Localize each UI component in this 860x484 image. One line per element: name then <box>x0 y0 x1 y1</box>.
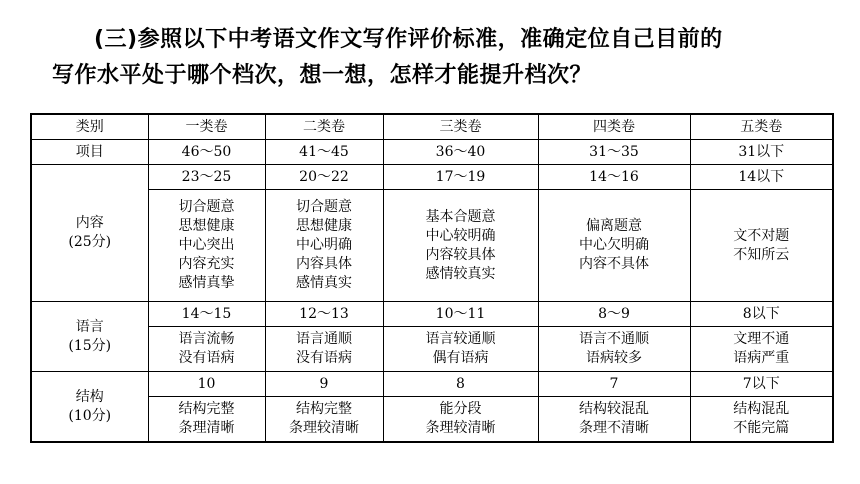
description-line: 条理较清晰 <box>289 420 359 436</box>
category-points: (25分) <box>68 234 112 250</box>
header-cell: 一类卷 <box>148 114 265 140</box>
instruction-line-2: 写作水平处于哪个档次，想一想，怎样才能提升档次？ <box>52 63 593 88</box>
score-cell: 10 <box>148 372 265 397</box>
header-cell: 二类卷 <box>265 114 383 140</box>
description-cell <box>690 190 833 302</box>
category-points: (10分) <box>68 407 112 424</box>
total-score-row <box>31 140 833 165</box>
description-line: 条理清晰 <box>178 420 235 436</box>
description-line: 内容较具体 <box>425 246 496 263</box>
description-line: 条理较清晰 <box>425 420 496 436</box>
description-line: 思想健康 <box>296 218 352 234</box>
description-line: 偶有语病 <box>432 350 489 366</box>
score-cell: 14～16 <box>538 165 690 190</box>
description-line: 没有语病 <box>296 350 352 366</box>
header-cell: 五类卷 <box>690 114 833 140</box>
score-cell: 46～50 <box>148 140 265 165</box>
description-line: 内容充实 <box>178 256 235 272</box>
description-line: 思想健康 <box>178 218 235 234</box>
category-label: 内容 <box>75 215 104 231</box>
description-cell <box>148 327 265 372</box>
language-score-row <box>31 302 833 327</box>
score-cell: 17～19 <box>383 165 538 190</box>
structure-category-cell <box>31 372 148 443</box>
description-line: 文理不通 <box>733 331 790 347</box>
description-line: 中心欠明确 <box>579 237 649 253</box>
score-cell: 8 <box>383 372 538 397</box>
description-line: 语病严重 <box>733 350 790 366</box>
description-line: 偏离题意 <box>586 218 642 234</box>
description-cell <box>265 327 383 372</box>
header-row <box>31 114 833 140</box>
score-cell: 31以下 <box>690 140 833 165</box>
description-line: 结构完整 <box>296 401 352 417</box>
score-cell: 41～45 <box>265 140 383 165</box>
score-cell: 23～25 <box>148 165 265 190</box>
score-cell: 7 <box>538 372 690 397</box>
description-cell <box>538 397 690 443</box>
description-line: 语言流畅 <box>178 331 235 347</box>
description-line: 没有语病 <box>178 350 235 366</box>
description-cell <box>148 190 265 302</box>
description-cell <box>265 190 383 302</box>
score-cell: 8以下 <box>690 302 833 327</box>
scoring-rubric-table <box>30 113 834 443</box>
content-description-row <box>31 190 833 302</box>
description-line: 不知所云 <box>733 246 790 263</box>
description-line: 不能完篇 <box>733 420 790 436</box>
description-cell <box>383 397 538 443</box>
description-cell <box>690 397 833 443</box>
description-cell <box>265 397 383 443</box>
content-category-cell <box>31 165 148 302</box>
description-line: 中心较明确 <box>425 227 496 244</box>
description-line: 条理不清晰 <box>579 420 649 436</box>
instruction-line-1: (三)参照以下中考语文作文写作评价标准，准确定位自己目前的 <box>94 27 723 52</box>
description-line: 基本合题意 <box>425 208 496 225</box>
language-category-cell <box>31 302 148 372</box>
score-cell: 12～13 <box>265 302 383 327</box>
header-cell: 三类卷 <box>383 114 538 140</box>
row-label: 项目 <box>31 140 148 165</box>
score-cell: 36～40 <box>383 140 538 165</box>
description-line: 中心明确 <box>296 237 352 253</box>
category-points: (15分) <box>68 337 112 354</box>
description-cell <box>538 190 690 302</box>
description-cell <box>383 190 538 302</box>
score-cell: 10～11 <box>383 302 538 327</box>
description-line: 结构完整 <box>178 401 235 417</box>
score-cell: 31～35 <box>538 140 690 165</box>
description-line: 语病较多 <box>586 350 642 366</box>
category-label: 结构 <box>75 388 104 405</box>
score-cell: 14以下 <box>690 165 833 190</box>
score-cell: 7以下 <box>690 372 833 397</box>
description-cell <box>148 397 265 443</box>
description-line: 感情真实 <box>296 275 352 291</box>
description-line: 语言通顺 <box>296 331 352 347</box>
description-line: 切合题意 <box>178 199 235 215</box>
score-cell: 8～9 <box>538 302 690 327</box>
description-line: 语言不通顺 <box>579 331 649 347</box>
structure-description-row <box>31 397 833 443</box>
instruction-heading <box>52 22 842 94</box>
description-line: 结构混乱 <box>733 401 790 417</box>
content-score-row <box>31 165 833 190</box>
structure-score-row <box>31 372 833 397</box>
category-label: 语言 <box>75 318 104 335</box>
description-cell <box>690 327 833 372</box>
header-cell: 类别 <box>31 114 148 140</box>
description-line: 切合题意 <box>296 199 352 215</box>
description-line: 结构较混乱 <box>579 401 649 417</box>
description-line: 文不对题 <box>733 227 790 244</box>
description-line: 内容不具体 <box>579 256 649 272</box>
description-line: 能分段 <box>439 401 482 417</box>
score-cell: 9 <box>265 372 383 397</box>
description-line: 中心突出 <box>178 237 235 253</box>
score-cell: 14～15 <box>148 302 265 327</box>
language-description-row <box>31 327 833 372</box>
description-line: 感情较真实 <box>425 265 496 282</box>
description-cell <box>383 327 538 372</box>
description-line: 内容具体 <box>296 256 352 272</box>
header-cell: 四类卷 <box>538 114 690 140</box>
description-cell <box>538 327 690 372</box>
description-line: 语言较通顺 <box>425 331 496 347</box>
description-line: 感情真挚 <box>178 275 235 291</box>
score-cell: 20～22 <box>265 165 383 190</box>
